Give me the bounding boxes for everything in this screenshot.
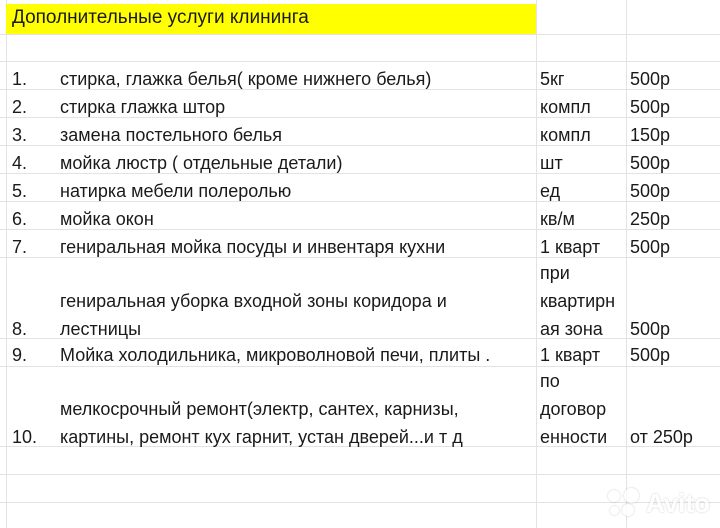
service-name[interactable]: мойка окон	[60, 209, 154, 229]
grid-col-line	[626, 0, 627, 528]
grid-row-line	[0, 34, 720, 35]
unit-cell[interactable]: 5кг	[540, 69, 565, 89]
unit-cell[interactable]: кв/м	[540, 209, 575, 229]
service-name[interactable]: мелкосрочный ремонт(электр, сантех, карнизы,	[60, 399, 459, 419]
service-name[interactable]: стирка глажка штор	[60, 97, 226, 117]
price-cell[interactable]: 500р	[630, 237, 671, 257]
unit-cell[interactable]: при	[540, 263, 570, 283]
unit-cell[interactable]: 1 кварт	[540, 345, 601, 365]
unit-cell[interactable]: 1 кварт	[540, 237, 601, 257]
unit-cell[interactable]: компл	[540, 125, 591, 145]
service-name[interactable]: гениральная мойка посуды и инвентаря кухни	[60, 237, 446, 257]
row-number[interactable]: 7.	[12, 237, 28, 257]
service-name[interactable]: Мойка холодильника, микроволновой печи, плиты .	[60, 345, 491, 365]
service-name[interactable]: лестницы	[60, 319, 141, 339]
service-name[interactable]: картины, ремонт кух гарнит, устан дверей...и т д	[60, 427, 463, 447]
unit-cell[interactable]: по	[540, 371, 560, 391]
price-cell[interactable]: от 250р	[630, 427, 693, 447]
avito-watermark	[606, 486, 710, 520]
unit-cell[interactable]: компл	[540, 97, 591, 117]
row-number[interactable]: 3.	[12, 125, 28, 145]
service-name[interactable]: стирка, глажка белья( кроме нижнего белья)	[60, 69, 432, 89]
grid-col-line	[6, 0, 7, 528]
row-number[interactable]: 1.	[12, 69, 28, 89]
price-cell[interactable]: 500р	[630, 319, 671, 339]
sheet-title: Дополнительные услуги клининга	[12, 7, 309, 28]
row-number[interactable]: 9.	[12, 345, 28, 365]
grid-row-line	[0, 474, 720, 475]
row-number[interactable]: 10.	[12, 427, 38, 447]
price-cell[interactable]: 250р	[630, 209, 671, 229]
row-number[interactable]: 4.	[12, 153, 28, 173]
watermark-text: Avito	[645, 487, 710, 518]
price-cell[interactable]: 500р	[630, 69, 671, 89]
unit-cell[interactable]: ед	[540, 181, 561, 201]
price-cell[interactable]: 150р	[630, 125, 671, 145]
price-cell[interactable]: 500р	[630, 181, 671, 201]
price-cell[interactable]: 500р	[630, 97, 671, 117]
unit-cell[interactable]: квартирн	[540, 291, 616, 311]
row-number[interactable]: 2.	[12, 97, 28, 117]
unit-cell[interactable]: договор	[540, 399, 607, 419]
grid-col-line	[536, 0, 537, 528]
unit-cell[interactable]: шт	[540, 153, 563, 173]
unit-cell[interactable]: ая зона	[540, 319, 603, 339]
service-name[interactable]: гениральная уборка входной зоны коридора и	[60, 291, 447, 311]
row-number[interactable]: 6.	[12, 209, 28, 229]
service-name[interactable]: мойка люстр ( отдельные детали)	[60, 153, 343, 173]
price-cell[interactable]: 500р	[630, 153, 671, 173]
unit-cell[interactable]: енности	[540, 427, 608, 447]
row-number[interactable]: 8.	[12, 319, 28, 339]
service-name[interactable]: замена постельного белья	[60, 125, 282, 145]
row-number[interactable]: 5.	[12, 181, 28, 201]
grid-row-line	[0, 61, 720, 62]
service-name[interactable]: натирка мебели полеролью	[60, 181, 292, 201]
price-cell[interactable]: 500р	[630, 345, 671, 365]
avito-logo-icon	[606, 486, 640, 520]
